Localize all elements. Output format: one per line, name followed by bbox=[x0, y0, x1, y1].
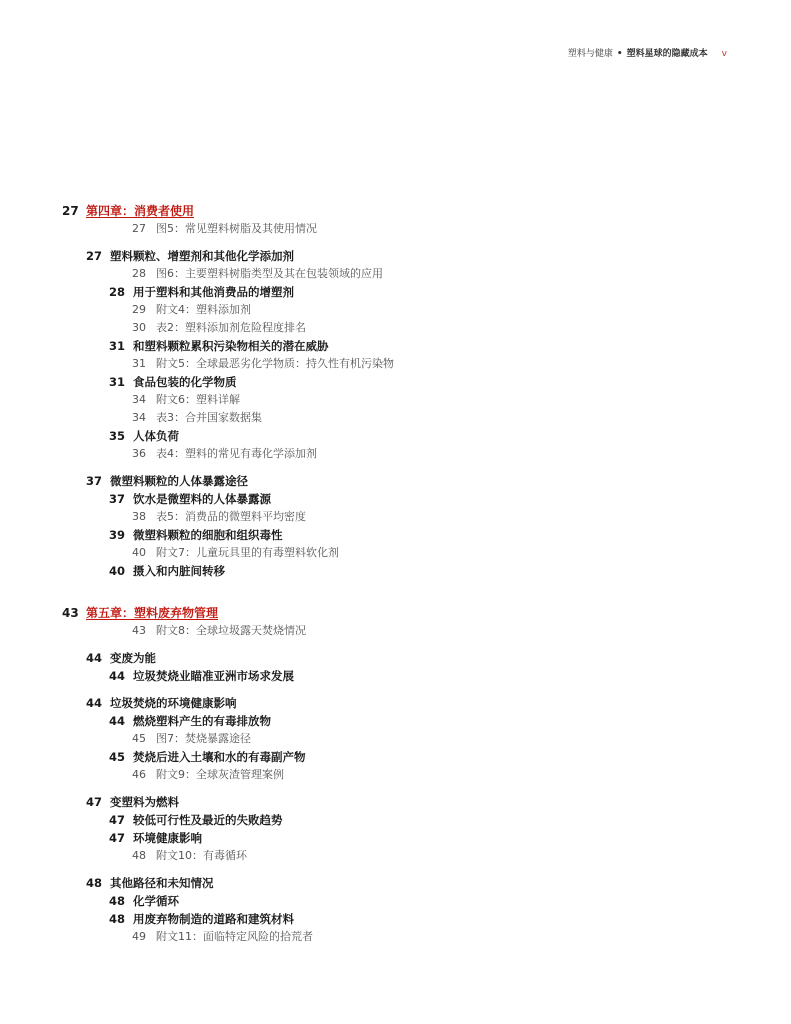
toc-figure-entry[interactable] bbox=[0, 622, 791, 640]
toc-page-number: 39 bbox=[109, 528, 126, 542]
toc-figure-entry[interactable] bbox=[0, 445, 791, 463]
toc-figure-entry[interactable] bbox=[0, 766, 791, 784]
toc-entry-title: 附文8：全球垃圾露天焚烧情况 bbox=[156, 624, 306, 637]
toc-entry-title: 第四章：消费者使用 bbox=[86, 204, 195, 218]
toc-page-number: 44 bbox=[109, 714, 126, 728]
toc-entry-title: 表5：消费品的微塑料平均密度 bbox=[156, 510, 306, 523]
toc-entry-title: 第五章：塑料废弃物管理 bbox=[86, 606, 219, 620]
toc-page-number: 27 bbox=[132, 222, 146, 235]
toc-figure-entry[interactable] bbox=[0, 508, 791, 526]
toc-subsection[interactable] bbox=[0, 373, 791, 391]
toc-section[interactable] bbox=[0, 874, 791, 892]
toc-subsection[interactable] bbox=[0, 892, 791, 910]
toc-section[interactable] bbox=[0, 649, 791, 667]
toc-page-number: 31 bbox=[109, 339, 126, 353]
running-header bbox=[568, 46, 727, 59]
toc-page-number: 43 bbox=[132, 624, 146, 637]
toc-page-number: 45 bbox=[109, 750, 126, 764]
toc-page-number: 34 bbox=[132, 411, 146, 424]
toc-entry-title: 微塑料颗粒的细胞和组织毒性 bbox=[133, 528, 283, 542]
toc-entry-title: 变塑料为燃料 bbox=[110, 795, 179, 809]
toc-subsection[interactable] bbox=[0, 427, 791, 445]
toc-subsection[interactable] bbox=[0, 667, 791, 685]
toc-chapter[interactable] bbox=[0, 202, 791, 220]
toc-entry-title: 表3：合并国家数据集 bbox=[156, 411, 262, 424]
toc-page-number: 27 bbox=[62, 204, 79, 218]
toc-entry-title: 附文6：塑料详解 bbox=[156, 393, 240, 406]
toc-page-number: 31 bbox=[109, 375, 126, 389]
toc-entry-title: 图5：常见塑料树脂及其使用情况 bbox=[156, 222, 317, 235]
toc-subsection[interactable] bbox=[0, 829, 791, 847]
toc-chapter[interactable] bbox=[0, 604, 791, 622]
toc-page-number: 48 bbox=[109, 912, 126, 926]
toc-entry-title: 表4：塑料的常见有毒化学添加剂 bbox=[156, 447, 317, 460]
toc-page-number: 46 bbox=[132, 768, 146, 781]
toc-page-number: 37 bbox=[86, 474, 103, 488]
toc-entry-title: 附文10：有毒循环 bbox=[156, 849, 247, 862]
toc-entry-title: 图6：主要塑料树脂类型及其在包装领域的应用 bbox=[156, 267, 383, 280]
toc-subsection[interactable] bbox=[0, 562, 791, 580]
toc-spacer bbox=[0, 463, 791, 472]
toc-entry-title: 用于塑料和其他消费品的增塑剂 bbox=[133, 285, 294, 299]
toc-subsection[interactable] bbox=[0, 811, 791, 829]
toc-page-number: 38 bbox=[132, 510, 146, 523]
toc-page-number: 40 bbox=[109, 564, 126, 578]
toc-section[interactable] bbox=[0, 793, 791, 811]
toc-page-number: 45 bbox=[132, 732, 146, 745]
toc-subsection[interactable] bbox=[0, 748, 791, 766]
toc-page-number: 37 bbox=[109, 492, 126, 506]
toc-page-number: 44 bbox=[109, 669, 126, 683]
toc-page-number: 44 bbox=[86, 696, 103, 710]
toc-subsection[interactable] bbox=[0, 283, 791, 301]
toc-subsection[interactable] bbox=[0, 712, 791, 730]
toc-page-number: 40 bbox=[132, 546, 146, 559]
toc-figure-entry[interactable] bbox=[0, 220, 791, 238]
toc-spacer bbox=[0, 865, 791, 874]
toc-section[interactable] bbox=[0, 472, 791, 490]
toc-page-number: 28 bbox=[109, 285, 126, 299]
toc-entry-title: 塑料颗粒、增塑剂和其他化学添加剂 bbox=[110, 249, 294, 263]
toc-figure-entry[interactable] bbox=[0, 355, 791, 373]
toc-figure-entry[interactable] bbox=[0, 319, 791, 337]
toc-page-number: 28 bbox=[132, 267, 146, 280]
toc-page-number: 27 bbox=[86, 249, 103, 263]
toc-page-number: 36 bbox=[132, 447, 146, 460]
toc-entry-title: 图7：焚烧暴露途径 bbox=[156, 732, 251, 745]
toc-entry-title: 垃圾焚烧业瞄准亚洲市场求发展 bbox=[133, 669, 294, 683]
toc-entry-title: 和塑料颗粒累积污染物相关的潜在威胁 bbox=[133, 339, 329, 353]
toc-entry-title: 表2：塑料添加剂危险程度排名 bbox=[156, 321, 306, 334]
toc-entry-title: 附文7：儿童玩具里的有毒塑料软化剂 bbox=[156, 546, 339, 559]
toc-subsection[interactable] bbox=[0, 337, 791, 355]
toc-page-number: 48 bbox=[109, 894, 126, 908]
toc-spacer bbox=[0, 640, 791, 649]
toc-entry-title: 摄入和内脏间转移 bbox=[133, 564, 225, 578]
header-separator: • bbox=[616, 49, 623, 59]
header-section: 塑料与健康 bbox=[567, 49, 613, 59]
toc-page-number: 43 bbox=[62, 606, 79, 620]
toc-page-number: 30 bbox=[132, 321, 146, 334]
toc-figure-entry[interactable] bbox=[0, 847, 791, 865]
toc-figure-entry[interactable] bbox=[0, 301, 791, 319]
page-number: v bbox=[721, 49, 727, 59]
toc-spacer bbox=[0, 784, 791, 793]
toc-figure-entry[interactable] bbox=[0, 265, 791, 283]
toc-spacer bbox=[0, 580, 791, 604]
toc-spacer bbox=[0, 685, 791, 694]
toc-entry-title: 用废弃物制造的道路和建筑材料 bbox=[133, 912, 294, 926]
toc-page-number: 35 bbox=[109, 429, 126, 443]
toc-figure-entry[interactable] bbox=[0, 730, 791, 748]
toc-section[interactable] bbox=[0, 694, 791, 712]
toc-subsection[interactable] bbox=[0, 490, 791, 508]
toc-figure-entry[interactable] bbox=[0, 391, 791, 409]
toc-page-number: 29 bbox=[132, 303, 146, 316]
toc-entry-title: 人体负荷 bbox=[133, 429, 179, 443]
header-title: 塑料星球的隐藏成本 bbox=[626, 49, 708, 59]
toc-page-number: 31 bbox=[132, 357, 146, 370]
toc-page-number: 47 bbox=[109, 813, 126, 827]
toc-page-number: 48 bbox=[132, 849, 146, 862]
toc-entry-title: 焚烧后进入土壤和水的有毒副产物 bbox=[133, 750, 306, 764]
toc-entry-title: 变废为能 bbox=[110, 651, 156, 665]
toc-entry-title: 燃烧塑料产生的有毒排放物 bbox=[133, 714, 271, 728]
toc-page-number: 48 bbox=[86, 876, 103, 890]
toc-entry-title: 其他路径和未知情况 bbox=[110, 876, 214, 890]
toc-page-number: 34 bbox=[132, 393, 146, 406]
toc-entry-title: 食品包装的化学物质 bbox=[133, 375, 237, 389]
toc-entry-title: 附文5：全球最恶劣化学物质：持久性有机污染物 bbox=[156, 357, 394, 370]
toc-section[interactable] bbox=[0, 247, 791, 265]
toc-spacer bbox=[0, 238, 791, 247]
toc-page-number: 49 bbox=[132, 930, 146, 943]
toc-entry-title: 环境健康影响 bbox=[133, 831, 202, 845]
table-of-contents bbox=[0, 202, 791, 946]
toc-figure-entry[interactable] bbox=[0, 409, 791, 427]
toc-figure-entry[interactable] bbox=[0, 544, 791, 562]
toc-entry-title: 附文11：面临特定风险的拾荒者 bbox=[156, 930, 313, 943]
toc-entry-title: 垃圾焚烧的环境健康影响 bbox=[110, 696, 237, 710]
toc-subsection[interactable] bbox=[0, 910, 791, 928]
toc-entry-title: 较低可行性及最近的失败趋势 bbox=[133, 813, 283, 827]
toc-entry-title: 饮水是微塑料的人体暴露源 bbox=[133, 492, 271, 506]
toc-figure-entry[interactable] bbox=[0, 928, 791, 946]
toc-entry-title: 附文4：塑料添加剂 bbox=[156, 303, 251, 316]
toc-page-number: 47 bbox=[109, 831, 126, 845]
toc-entry-title: 附文9：全球灰渣管理案例 bbox=[156, 768, 284, 781]
toc-page-number: 44 bbox=[86, 651, 103, 665]
toc-entry-title: 微塑料颗粒的人体暴露途径 bbox=[110, 474, 248, 488]
toc-entry-title: 化学循环 bbox=[133, 894, 179, 908]
toc-subsection[interactable] bbox=[0, 526, 791, 544]
toc-page-number: 47 bbox=[86, 795, 103, 809]
